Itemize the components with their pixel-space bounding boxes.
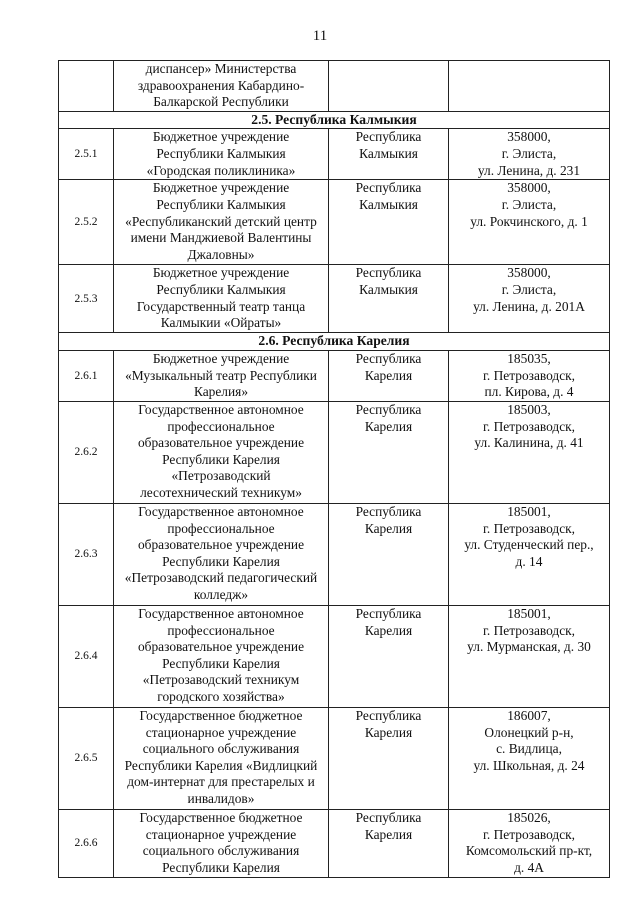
row-number: 2.5.3	[59, 265, 114, 333]
name-line: «Музыкальный театр Республики	[125, 367, 317, 383]
name-line: Джаловны»	[187, 246, 255, 262]
name-line: «Республиканский детский центр	[125, 213, 317, 229]
name-line: Республики Калмыкия	[156, 196, 286, 212]
institution-name-cell	[114, 809, 329, 877]
row-number: 2.6.5	[59, 707, 114, 809]
table-row	[59, 129, 610, 180]
region-line: Республика	[355, 180, 422, 196]
region-cell	[329, 350, 449, 401]
name-line: социального обслуживания	[142, 741, 300, 757]
address-line: г. Элиста,	[501, 281, 557, 297]
name-line: диспансер» Министерства	[145, 61, 297, 76]
name-line: Карелия»	[193, 384, 249, 400]
region-cell	[329, 61, 449, 112]
region-line: Карелия	[364, 724, 413, 740]
address-cell	[449, 350, 610, 401]
region-cell	[329, 809, 449, 877]
address-cell	[449, 401, 610, 503]
name-line: Республики Карелия	[162, 859, 280, 875]
address-line: Олонецкий р-н,	[484, 724, 574, 740]
address-line: 185001,	[507, 503, 551, 519]
table-body	[59, 61, 610, 878]
address-line: г. Петрозаводск,	[482, 826, 576, 842]
section-header-row	[59, 333, 610, 351]
name-line: Республики Карелия	[162, 451, 280, 467]
address-line: 358000,	[507, 129, 551, 145]
institution-name-cell	[114, 707, 329, 809]
address-line: 358000,	[507, 265, 551, 281]
row-number-cell	[59, 61, 114, 112]
table-row	[59, 503, 610, 605]
address-line: ул. Мурманская, д. 30	[467, 639, 591, 655]
name-line: Государственное бюджетное	[139, 707, 303, 723]
region-cell	[329, 129, 449, 180]
name-line: Государственное автономное	[138, 605, 304, 621]
row-number: 2.6.2	[59, 401, 114, 503]
row-number: 2.5.2	[59, 180, 114, 265]
address-line: ул. Ленина, д. 201А	[473, 298, 585, 314]
region-line: Республика	[355, 350, 422, 366]
name-line: образовательное учреждение	[137, 639, 305, 655]
address-line: с. Видлица,	[496, 741, 562, 757]
name-line: стационарное учреждение	[145, 826, 297, 842]
region-line: Калмыкия	[359, 196, 418, 212]
name-line: стационарное учреждение	[145, 724, 297, 740]
address-cell	[449, 61, 610, 112]
table-row	[59, 350, 610, 401]
address-cell	[449, 180, 610, 265]
name-line: дом-интернат для престарелых и	[127, 774, 315, 790]
region-cell	[329, 401, 449, 503]
region-line: Карелия	[364, 418, 413, 434]
address-line: г. Элиста,	[501, 196, 557, 212]
region-cell	[329, 180, 449, 265]
region-line: Карелия	[364, 367, 413, 383]
name-line: профессиональное	[167, 622, 275, 638]
name-line: лесотехнический техникум»	[140, 484, 302, 500]
name-line: «Городская поликлиника»	[146, 162, 296, 178]
name-line: профессиональное	[167, 418, 275, 434]
institution-name-cell	[114, 503, 329, 605]
address-line: д. 4А	[514, 859, 544, 875]
name-line: Государственный театр танца	[136, 298, 306, 314]
region-line: Калмыкия	[359, 281, 418, 297]
address-line: 185026,	[507, 809, 551, 825]
name-line: Бюджетное учреждение	[152, 265, 290, 281]
institutions-table	[58, 60, 610, 878]
address-line: г. Петрозаводск,	[482, 418, 576, 434]
region-line: Республика	[355, 605, 422, 621]
region-line: Карелия	[364, 520, 413, 536]
name-line: социального обслуживания	[142, 843, 300, 859]
address-line: 185001,	[507, 605, 551, 621]
name-line: Республики Карелия	[162, 655, 280, 671]
address-line: 185035,	[507, 350, 551, 366]
address-line: Комсомольский пр-кт,	[465, 843, 593, 859]
address-line: д. 14	[515, 553, 543, 569]
address-line: ул. Ленина, д. 231	[477, 162, 581, 178]
table-row	[59, 809, 610, 877]
table-row	[59, 180, 610, 265]
name-line: образовательное учреждение	[137, 537, 305, 553]
name-line: имени Манджиевой Валентины	[130, 230, 312, 246]
region-line: Республика	[355, 809, 422, 825]
name-line: городского хозяйства»	[157, 688, 285, 704]
institution-name-cell	[114, 129, 329, 180]
section-header-row	[59, 111, 610, 129]
institution-name-cell	[114, 401, 329, 503]
region-line: Республика	[355, 503, 422, 519]
address-line: пл. Кирова, д. 4	[484, 384, 574, 400]
name-line: «Петрозаводский техникум	[142, 672, 300, 688]
name-line: «Петрозаводский педагогический	[124, 570, 318, 586]
name-line: Государственное автономное	[138, 401, 304, 417]
region-line: Карелия	[364, 826, 413, 842]
name-line: здравоохранения Кабардино-	[137, 77, 305, 93]
address-line: 358000,	[507, 180, 551, 196]
region-line: Республика	[355, 401, 422, 417]
name-line: Государственное бюджетное	[139, 809, 303, 825]
institution-name-cell	[114, 180, 329, 265]
address-line: г. Петрозаводск,	[482, 367, 576, 383]
institution-name-cell	[114, 265, 329, 333]
address-line: ул. Студенческий пер.,	[464, 537, 594, 553]
row-number: 2.6.1	[59, 350, 114, 401]
table-row-continuation	[59, 61, 610, 112]
name-line: Республики Карелия «Видлицкий	[124, 757, 318, 773]
row-number: 2.6.3	[59, 503, 114, 605]
table-row	[59, 707, 610, 809]
address-line: г. Петрозаводск,	[482, 520, 576, 536]
region-line: Республика	[355, 707, 422, 723]
region-cell	[329, 503, 449, 605]
address-cell	[449, 129, 610, 180]
page-number: 11	[312, 28, 328, 44]
address-cell	[449, 809, 610, 877]
name-line: колледж»	[193, 586, 249, 602]
name-line: Балкарской Республики	[153, 94, 289, 110]
region-cell	[329, 707, 449, 809]
name-line: инвалидов»	[187, 790, 255, 806]
region-cell	[329, 605, 449, 707]
address-line: г. Петрозаводск,	[482, 622, 576, 638]
address-cell	[449, 503, 610, 605]
region-line: Калмыкия	[359, 145, 418, 161]
row-number: 2.6.6	[59, 809, 114, 877]
address-line: г. Элиста,	[501, 145, 557, 161]
name-line: профессиональное	[167, 520, 275, 536]
address-cell	[449, 605, 610, 707]
table-row	[59, 605, 610, 707]
institution-name-cell	[114, 61, 329, 112]
name-line: Республики Карелия	[162, 553, 280, 569]
row-number: 2.6.4	[59, 605, 114, 707]
region-cell	[329, 265, 449, 333]
name-line: Государственное автономное	[138, 503, 304, 519]
address-line: ул. Рокчинского, д. 1	[470, 213, 588, 229]
section-title: 2.6. Республика Карелия	[59, 333, 610, 351]
name-line: Республики Калмыкия	[156, 145, 286, 161]
address-cell	[449, 265, 610, 333]
table-row	[59, 401, 610, 503]
address-line: ул. Калинина, д. 41	[474, 435, 584, 451]
name-line: образовательное учреждение	[137, 435, 305, 451]
region-line: Республика	[355, 265, 422, 281]
name-line: Бюджетное учреждение	[152, 129, 290, 145]
table-row	[59, 265, 610, 333]
name-line: Бюджетное учреждение	[152, 180, 290, 196]
region-line: Республика	[355, 129, 422, 145]
address-cell	[449, 707, 610, 809]
institution-name-cell	[114, 605, 329, 707]
address-line: 185003,	[507, 401, 551, 417]
name-line: Бюджетное учреждение	[152, 350, 290, 366]
name-line: «Петрозаводский	[171, 468, 271, 484]
address-line: ул. Школьная, д. 24	[473, 757, 585, 773]
region-line: Карелия	[364, 622, 413, 638]
row-number: 2.5.1	[59, 129, 114, 180]
institution-name-cell	[114, 350, 329, 401]
name-line: Калмыкии «Ойраты»	[160, 315, 282, 331]
address-line: 186007,	[507, 707, 551, 723]
name-line: Республики Калмыкия	[156, 281, 286, 297]
section-title: 2.5. Республика Калмыкия	[59, 111, 610, 129]
